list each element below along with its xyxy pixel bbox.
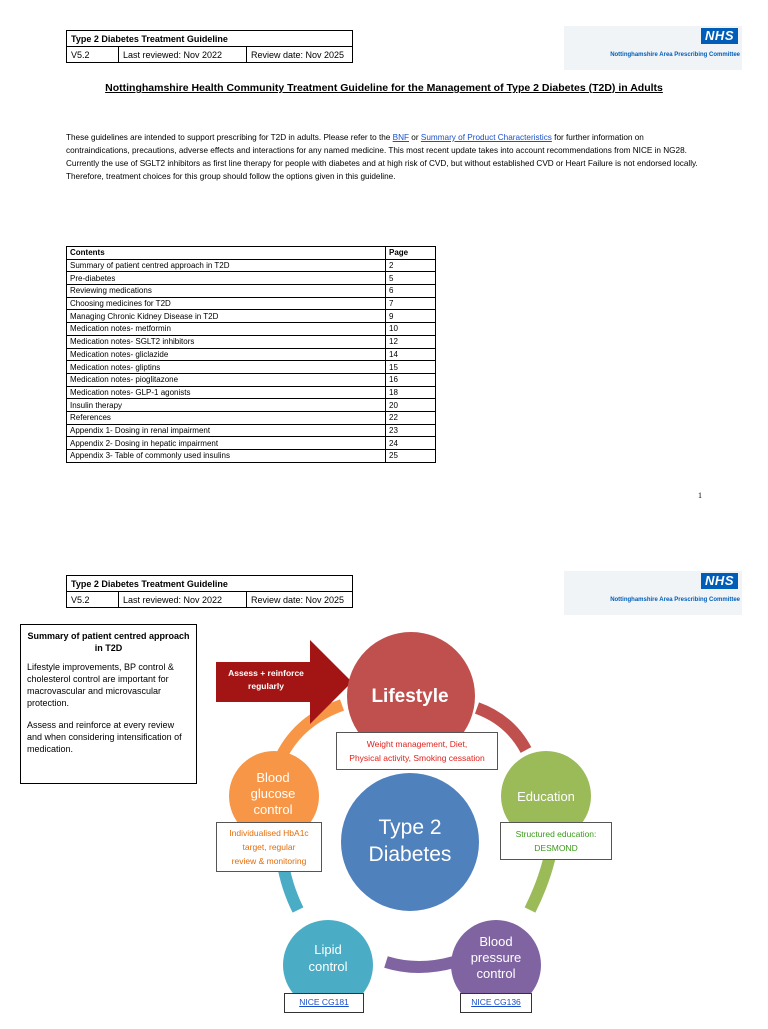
contents-item: Appendix 2- Dosing in hepatic impairment: [67, 437, 386, 450]
table-row: [67, 373, 436, 386]
nhs-banner: [564, 571, 742, 615]
intro-text-1: These guidelines are intended to support prescribing for T2D in adults. Please refer to the: [66, 133, 393, 142]
contents-page: 16: [386, 373, 436, 386]
spc-link[interactable]: Summary of Product Characteristics: [420, 133, 552, 142]
education-label: Education: [517, 789, 575, 804]
committee-name: Nottinghamshire Area Prescribing Committee: [610, 52, 740, 58]
header-version: V5.2: [67, 47, 119, 63]
summary-box: [20, 624, 197, 784]
contents-page: 22: [386, 411, 436, 424]
contents-item: Reviewing medications: [67, 285, 386, 298]
contents-item: Medication notes- gliclazide: [67, 348, 386, 361]
table-row: [67, 310, 436, 323]
contents-item: Insulin therapy: [67, 399, 386, 412]
type2-diabetes-circle: [341, 773, 479, 911]
header-table-page2: [66, 575, 353, 608]
lifestyle-label: Lifestyle: [371, 686, 449, 707]
table-row: [67, 259, 436, 272]
contents-item: Managing Chronic Kidney Disease in T2D: [67, 310, 386, 323]
nhs-logo: NHS: [701, 28, 738, 44]
lifestyle-note-line-2: Physical activity, Smoking cessation: [349, 753, 485, 763]
arrow-text-1: Assess + reinforce: [228, 668, 304, 678]
glucose-note-line-2: target, regular: [242, 842, 296, 852]
contents-page: 20: [386, 399, 436, 412]
contents-item: Appendix 3- Table of commonly used insulins: [67, 450, 386, 463]
summary-title: Summary of patient centred approach in T2D: [27, 631, 190, 653]
lifestyle-note: [336, 732, 498, 770]
table-row: [67, 348, 436, 361]
header-last-reviewed: Last reviewed: Nov 2022: [119, 592, 247, 608]
care-cycle-diagram: [200, 610, 768, 1024]
glucose-label-3: control: [253, 802, 293, 817]
summary-paragraph-2: Assess and reinforce at every review and when considering intensification of medication.: [27, 720, 182, 754]
contents-item: Summary of patient centred approach in T2D: [67, 259, 386, 272]
education-note-line-1: Structured education:: [515, 829, 597, 839]
glucose-label-1: Blood: [256, 770, 290, 785]
table-row: [67, 424, 436, 437]
nice-cg136-link[interactable]: NICE CG136: [460, 993, 532, 1013]
contents-page: 15: [386, 361, 436, 374]
table-row: [67, 437, 436, 450]
lipid-label-2: control: [308, 959, 348, 974]
arc-bp-lipid: [386, 962, 454, 967]
contents-page: 10: [386, 323, 436, 336]
bp-label-2: pressure: [470, 950, 522, 965]
lipid-label-1: Lipid: [314, 942, 342, 957]
contents-page: 2: [386, 259, 436, 272]
glucose-label-2: glucose: [250, 786, 296, 801]
page-title: Nottinghamshire Health Community Treatment Guideline for the Management of Type 2 Diabetes (T2D) in Adults: [105, 82, 663, 94]
center-label-2: Diabetes: [368, 843, 452, 866]
contents-item: Medication notes- SGLT2 inhibitors: [67, 335, 386, 348]
education-note: [500, 822, 612, 860]
contents-page: 18: [386, 386, 436, 399]
committee-name: Nottinghamshire Area Prescribing Committee: [610, 597, 740, 603]
nhs-banner: [564, 26, 742, 70]
arrow-text-2: regularly: [248, 681, 284, 691]
contents-item: Appendix 1- Dosing in renal impairment: [67, 424, 386, 437]
contents-item: Medication notes- metformin: [67, 323, 386, 336]
contents-table: [66, 246, 436, 463]
table-row: [67, 386, 436, 399]
header-review-date: Review date: Nov 2025: [247, 592, 353, 608]
contents-page: 12: [386, 335, 436, 348]
contents-item: Pre-diabetes: [67, 272, 386, 285]
lifestyle-note-line-1: Weight management, Diet,: [366, 739, 468, 749]
header-title: Type 2 Diabetes Treatment Guideline: [67, 576, 353, 592]
bp-label-3: control: [476, 966, 516, 981]
contents-item: Medication notes- gliptins: [67, 361, 386, 374]
page-number: 1: [698, 491, 702, 500]
contents-page: 7: [386, 297, 436, 310]
contents-item: Choosing medicines for T2D: [67, 297, 386, 310]
nice-cg181-link[interactable]: NICE CG181: [284, 993, 364, 1013]
contents-page: 6: [386, 285, 436, 298]
bp-label-1: Blood: [479, 934, 513, 949]
cycle-svg: [200, 610, 768, 1024]
page-header: Page: [386, 247, 436, 260]
header-last-reviewed: Last reviewed: Nov 2022: [119, 47, 247, 63]
header-table-page1: [66, 30, 353, 63]
contents-item: Medication notes- GLP-1 agonists: [67, 386, 386, 399]
summary-paragraph-1: Lifestyle improvements, BP control & cholesterol control are important for macrovascular and microvascular protection.: [27, 662, 174, 708]
bnf-link[interactable]: BNF: [392, 133, 410, 142]
header-review-date: Review date: Nov 2025: [247, 47, 353, 63]
center-label-1: Type 2: [378, 816, 442, 839]
nhs-logo: NHS: [701, 573, 738, 589]
contents-page: 5: [386, 272, 436, 285]
table-row: [67, 361, 436, 374]
table-row: [67, 335, 436, 348]
contents-item: Medication notes- pioglitazone: [67, 373, 386, 386]
glucose-note: [216, 822, 322, 872]
contents-page: 9: [386, 310, 436, 323]
table-row: [67, 285, 436, 298]
intro-paragraph: [66, 131, 706, 183]
table-row: [67, 272, 436, 285]
contents-page: 14: [386, 348, 436, 361]
header-version: V5.2: [67, 592, 119, 608]
contents-page: 25: [386, 450, 436, 463]
table-row: [67, 323, 436, 336]
contents-page: 24: [386, 437, 436, 450]
table-row: [67, 399, 436, 412]
contents-page: 23: [386, 424, 436, 437]
header-title: Type 2 Diabetes Treatment Guideline: [67, 31, 353, 47]
glucose-note-line-3: review & monitoring: [231, 856, 307, 866]
table-row: [67, 297, 436, 310]
intro-text-2: or: [409, 133, 421, 142]
contents-item: References: [67, 411, 386, 424]
glucose-note-line-1: Individualised HbA1c: [229, 828, 309, 838]
table-row: [67, 450, 436, 463]
table-row: [67, 411, 436, 424]
intro-text-3: for further information on contraindications, precautions, adverse effects and interactions for any named medicine. This most recent update takes into account recommendations from NICE in NG28. Currently the use of SGLT2 inhibitors as first line therapy for people with diabetes and at high risk of CVD, but without established CVD or Heart Failure is not endorsed locally. Therefore, treatment choices for this group should follow the options given in this guideline.: [66, 133, 698, 181]
contents-header: Contents: [67, 247, 386, 260]
education-note-line-2: DESMOND: [534, 843, 578, 853]
